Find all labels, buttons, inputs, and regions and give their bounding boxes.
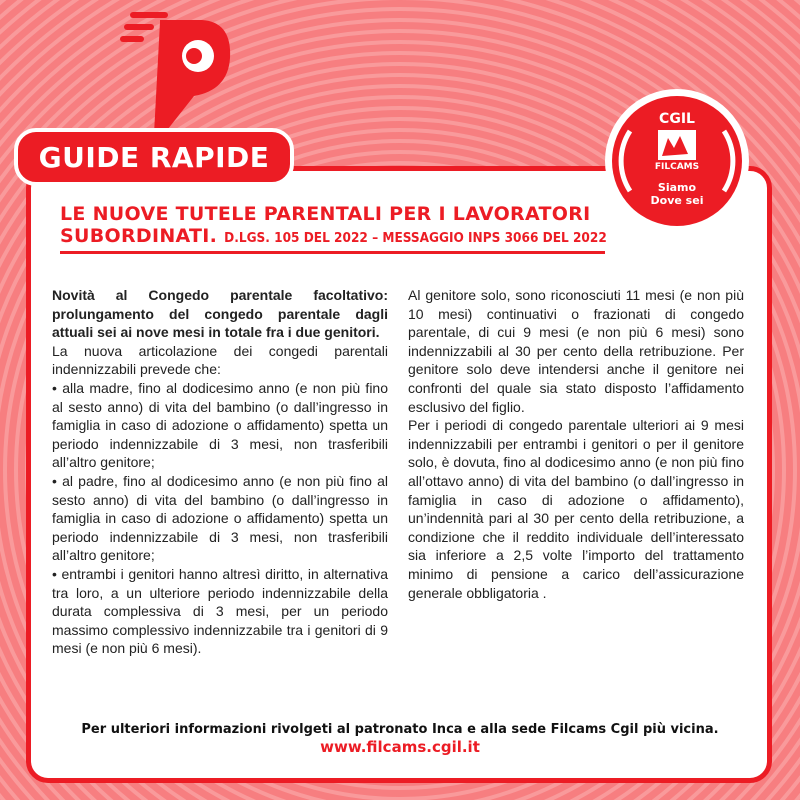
- badge-label: GUIDE RAPIDE: [38, 140, 270, 174]
- title-line-1: LE NUOVE TUTELE PARENTALI PER I LAVORATORI: [60, 203, 591, 225]
- guide-badge: [14, 128, 294, 186]
- logo-bottom-text-1: Siamo: [657, 181, 697, 194]
- logo-middle-text: FILCAMS: [654, 162, 700, 172]
- paragraph-single-parent: Al genitore solo, sono riconosciuti 11 mesi (e non più 10 mesi) continuativi o frazionati di congedo parentale, di cui 9 mesi (e non più 6 mesi) sono indennizzabili al 30 per cento della retribuzione. Per genitore solo deve intendersi anche il genitore nei confronti del quale sia stato disposto l’affidamento esclusivo del figlio.: [408, 287, 744, 415]
- intro-paragraph: Novità al Congedo parentale facoltativo: prolungamento del congedo parentale dagli attuali sei ai nove mesi in totale fra i due genitori.: [52, 287, 388, 341]
- legal-reference: D.LGS. 105 DEL 2022 – MESSAGGIO INPS 3066 DEL 2022: [224, 230, 607, 246]
- website-link[interactable]: www.filcams.cgil.it: [320, 738, 480, 756]
- paragraph: La nuova articolazione dei congedi parentali indennizzabili prevede che:: [52, 342, 388, 378]
- logo-top-text: CGIL: [659, 111, 695, 127]
- speech-bubble-icon: [120, 10, 240, 140]
- logo-bottom-text-2: Dove sei: [650, 194, 704, 207]
- bullet-father: • al padre, fino al dodicesimo anno (e non più fino al sesto anno) di vita del bambino (o dall’ingresso in famiglia in caso di adozione o affidamento) spetta un periodo indennizzabile di 3 mesi, non trasferibili all’altro genitore;: [52, 472, 388, 564]
- bullet-both-parents: • entrambi i genitori hanno altresì diritto, in alternativa tra loro, a un ulteriore periodo indennizzabile della durata complessiva di 3 mesi, per un periodo massimo complessivo indennizzabile tra i genitori di 9 mesi (e non più 6 mesi).: [52, 565, 388, 657]
- left-column: [52, 286, 388, 658]
- right-column: [408, 286, 744, 602]
- title-line-2-main: SUBORDINATI.: [60, 225, 218, 247]
- paragraph-further-periods: Per i periodi di congedo parentale ulteriori ai 9 mesi indennizzabili per entrambi i genitori o per il genitore solo, è dovuta, fino al dodicesimo anno (e non più fino all’ottavo anno) di vita del bambino (o dall’ingresso in famiglia in caso di adozione o affidamento), un’indennità pari al 30 per cento della retribuzione, a condizione che il reddito individuale dell’interessato sia inferiore a 2,5 volte l’importo del trattamento minimo di pensione a carico dell’assicurazione generale obbligatoria .: [408, 417, 744, 601]
- title-underline: [60, 251, 605, 254]
- footer-text: Per ulteriori informazioni rivolgeti al patronato Inca e alla sede Filcams Cgil più vicina.: [81, 722, 719, 737]
- page-title: [60, 203, 660, 249]
- bullet-mother: • alla madre, fino al dodicesimo anno (e non più fino al sesto anno) di vita del bambino (o dall’ingresso in famiglia in caso di adozione o affidamento) spetta un periodo indennizzabile di 3 mesi, non trasferibili all’altro genitore;: [52, 379, 388, 471]
- title-line-2: [60, 225, 660, 249]
